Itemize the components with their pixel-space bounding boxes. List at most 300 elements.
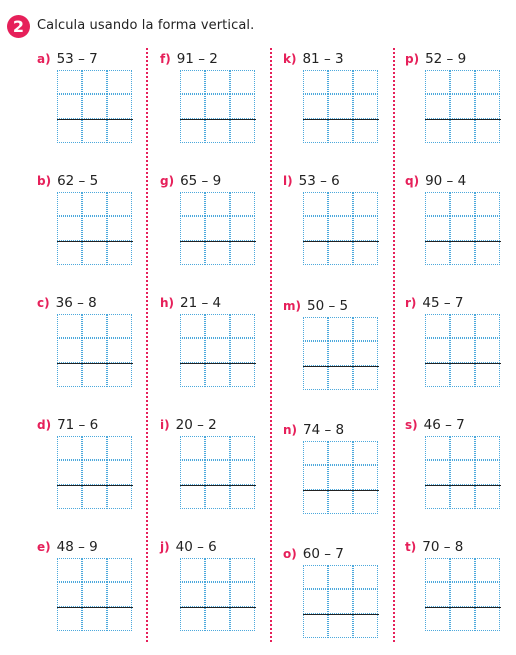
- subtraction-exercise: [160, 170, 280, 282]
- grid-cell[interactable]: [230, 558, 255, 582]
- grid-cell[interactable]: [450, 241, 475, 265]
- exercise-expression: 20 – 2: [175, 417, 217, 433]
- grid-cell[interactable]: [107, 436, 132, 460]
- grid-cell[interactable]: [230, 338, 255, 362]
- grid-cell[interactable]: [425, 241, 450, 265]
- grid-cell[interactable]: [353, 216, 378, 240]
- grid-cell[interactable]: [180, 314, 205, 338]
- grid-cell[interactable]: [475, 216, 500, 240]
- exercise-expression: 40 – 6: [175, 539, 217, 555]
- grid-cell[interactable]: [230, 192, 255, 216]
- grid-cell[interactable]: [230, 216, 255, 240]
- exercise-heading: [37, 170, 98, 189]
- grid-cell[interactable]: [425, 119, 450, 143]
- grid-cell[interactable]: [303, 614, 328, 638]
- grid-cell[interactable]: [450, 436, 475, 460]
- exercise-letter: t): [405, 540, 417, 554]
- grid-cell[interactable]: [450, 607, 475, 631]
- result-line: [425, 485, 501, 486]
- exercise-expression: 90 – 4: [425, 173, 467, 189]
- grid-cell[interactable]: [82, 216, 107, 240]
- exercise-expression: 65 – 9: [180, 173, 222, 189]
- grid-cell[interactable]: [328, 94, 353, 118]
- result-line: [57, 241, 133, 242]
- grid-cell[interactable]: [353, 441, 378, 465]
- exercise-heading: [405, 170, 466, 189]
- grid-cell[interactable]: [450, 70, 475, 94]
- result-line: [425, 607, 501, 608]
- grid-cell[interactable]: [328, 192, 353, 216]
- exercise-letter: e): [37, 540, 51, 554]
- exercise-expression: 53 – 7: [56, 51, 98, 67]
- grid-cell[interactable]: [475, 558, 500, 582]
- grid-cell[interactable]: [303, 465, 328, 489]
- grid-cell[interactable]: [425, 314, 450, 338]
- result-line: [303, 241, 379, 242]
- grid-cell[interactable]: [205, 558, 230, 582]
- grid-cell[interactable]: [303, 94, 328, 118]
- grid-cell[interactable]: [353, 70, 378, 94]
- grid-cell[interactable]: [107, 485, 132, 509]
- exercise-header: [0, 0, 516, 40]
- exercise-heading: [160, 170, 221, 189]
- answer-grid[interactable]: [57, 436, 132, 509]
- grid-cell[interactable]: [230, 582, 255, 606]
- answer-grid[interactable]: [425, 314, 500, 387]
- grid-cell[interactable]: [303, 490, 328, 514]
- grid-cell[interactable]: [205, 216, 230, 240]
- exercise-heading: [283, 170, 340, 189]
- grid-cell[interactable]: [230, 363, 255, 387]
- answer-grid[interactable]: [303, 317, 378, 390]
- exercise-expression: 45 – 7: [422, 295, 464, 311]
- grid-cell[interactable]: [205, 192, 230, 216]
- result-line: [57, 363, 133, 364]
- grid-cell[interactable]: [107, 94, 132, 118]
- subtraction-exercise: [283, 170, 403, 282]
- grid-cell[interactable]: [303, 119, 328, 143]
- exercise-letter: f): [160, 52, 171, 66]
- subtraction-exercise: [37, 48, 157, 160]
- exercise-heading: [405, 414, 465, 433]
- result-line: [425, 119, 501, 120]
- exercise-letter: d): [37, 418, 52, 432]
- grid-cell[interactable]: [82, 314, 107, 338]
- grid-cell[interactable]: [328, 465, 353, 489]
- result-line: [303, 119, 379, 120]
- grid-cell[interactable]: [180, 94, 205, 118]
- grid-cell[interactable]: [107, 363, 132, 387]
- grid-cell[interactable]: [353, 366, 378, 390]
- answer-grid[interactable]: [425, 192, 500, 265]
- grid-cell[interactable]: [107, 192, 132, 216]
- exercise-expression: 62 – 5: [57, 173, 99, 189]
- grid-cell[interactable]: [180, 436, 205, 460]
- exercise-heading: [405, 292, 464, 311]
- grid-cell[interactable]: [353, 589, 378, 613]
- grid-cell[interactable]: [475, 582, 500, 606]
- exercise-letter: o): [283, 547, 297, 561]
- result-line: [303, 614, 379, 615]
- grid-cell[interactable]: [205, 70, 230, 94]
- result-line: [180, 241, 256, 242]
- subtraction-exercise: [405, 170, 516, 282]
- grid-cell[interactable]: [475, 485, 500, 509]
- answer-grid[interactable]: [180, 558, 255, 631]
- exercise-heading: [37, 292, 97, 311]
- grid-cell[interactable]: [107, 314, 132, 338]
- subtraction-exercise: [283, 295, 403, 407]
- grid-cell[interactable]: [353, 317, 378, 341]
- grid-cell[interactable]: [303, 216, 328, 240]
- result-line: [180, 485, 256, 486]
- answer-grid[interactable]: [425, 70, 500, 143]
- grid-cell[interactable]: [475, 460, 500, 484]
- grid-cell[interactable]: [425, 436, 450, 460]
- answer-grid[interactable]: [303, 70, 378, 143]
- exercise-letter: m): [283, 299, 301, 313]
- grid-cell[interactable]: [230, 119, 255, 143]
- answer-grid[interactable]: [303, 441, 378, 514]
- grid-cell[interactable]: [180, 582, 205, 606]
- answer-grid[interactable]: [57, 314, 132, 387]
- grid-cell[interactable]: [303, 192, 328, 216]
- exercise-expression: 36 – 8: [55, 295, 97, 311]
- grid-cell[interactable]: [180, 558, 205, 582]
- exercise-heading: [405, 536, 463, 555]
- answer-grid[interactable]: [303, 192, 378, 265]
- grid-cell[interactable]: [328, 366, 353, 390]
- result-line: [303, 490, 379, 491]
- grid-cell[interactable]: [205, 119, 230, 143]
- grid-cell[interactable]: [107, 607, 132, 631]
- grid-cell[interactable]: [57, 363, 82, 387]
- exercise-letter: n): [283, 423, 298, 437]
- grid-cell[interactable]: [205, 363, 230, 387]
- grid-cell[interactable]: [180, 485, 205, 509]
- grid-cell[interactable]: [205, 436, 230, 460]
- exercise-heading: [37, 414, 98, 433]
- grid-cell[interactable]: [107, 216, 132, 240]
- grid-cell[interactable]: [328, 216, 353, 240]
- grid-cell[interactable]: [425, 363, 450, 387]
- exercise-heading: [283, 419, 344, 438]
- grid-cell[interactable]: [107, 558, 132, 582]
- grid-cell[interactable]: [82, 460, 107, 484]
- grid-cell[interactable]: [450, 192, 475, 216]
- grid-cell[interactable]: [425, 607, 450, 631]
- grid-cell[interactable]: [353, 565, 378, 589]
- grid-cell[interactable]: [57, 607, 82, 631]
- grid-cell[interactable]: [107, 241, 132, 265]
- grid-cell[interactable]: [353, 341, 378, 365]
- exercise-letter: j): [160, 540, 170, 554]
- grid-cell[interactable]: [180, 460, 205, 484]
- exercise-heading: [160, 292, 221, 311]
- exercise-letter: k): [283, 52, 297, 66]
- grid-cell[interactable]: [475, 119, 500, 143]
- grid-cell[interactable]: [82, 436, 107, 460]
- grid-cell[interactable]: [107, 119, 132, 143]
- grid-cell[interactable]: [425, 558, 450, 582]
- exercise-heading: [37, 536, 98, 555]
- grid-cell[interactable]: [107, 582, 132, 606]
- grid-cell[interactable]: [328, 589, 353, 613]
- grid-cell[interactable]: [450, 216, 475, 240]
- exercise-expression: 60 – 7: [302, 546, 344, 562]
- subtraction-exercise: [283, 48, 403, 160]
- answer-grid[interactable]: [57, 70, 132, 143]
- exercise-letter: h): [160, 296, 175, 310]
- grid-cell[interactable]: [180, 607, 205, 631]
- exercise-expression: 50 – 5: [307, 298, 349, 314]
- grid-cell[interactable]: [230, 70, 255, 94]
- grid-cell[interactable]: [450, 460, 475, 484]
- grid-cell[interactable]: [180, 363, 205, 387]
- exercise-expression: 53 – 6: [298, 173, 340, 189]
- answer-grid[interactable]: [57, 192, 132, 265]
- grid-cell[interactable]: [303, 441, 328, 465]
- grid-cell[interactable]: [230, 314, 255, 338]
- subtraction-exercise: [160, 48, 280, 160]
- subtraction-exercise: [405, 292, 516, 404]
- subtraction-exercise: [37, 536, 157, 648]
- grid-cell[interactable]: [180, 216, 205, 240]
- grid-cell[interactable]: [180, 119, 205, 143]
- grid-cell[interactable]: [303, 241, 328, 265]
- grid-cell[interactable]: [475, 94, 500, 118]
- exercise-letter: a): [37, 52, 51, 66]
- exercise-letter: i): [160, 418, 170, 432]
- grid-cell[interactable]: [107, 338, 132, 362]
- grid-cell[interactable]: [230, 460, 255, 484]
- grid-cell[interactable]: [82, 70, 107, 94]
- grid-cell[interactable]: [303, 341, 328, 365]
- exercise-letter: c): [37, 296, 50, 310]
- grid-cell[interactable]: [82, 607, 107, 631]
- answer-grid[interactable]: [57, 558, 132, 631]
- grid-cell[interactable]: [353, 94, 378, 118]
- exercise-letter: l): [283, 174, 293, 188]
- answer-grid[interactable]: [425, 436, 500, 509]
- grid-cell[interactable]: [475, 314, 500, 338]
- grid-cell[interactable]: [425, 192, 450, 216]
- grid-cell[interactable]: [57, 460, 82, 484]
- grid-cell[interactable]: [450, 485, 475, 509]
- grid-cell[interactable]: [353, 614, 378, 638]
- exercise-expression: 70 – 8: [422, 539, 464, 555]
- result-line: [425, 363, 501, 364]
- exercise-heading: [405, 48, 466, 67]
- grid-cell[interactable]: [353, 192, 378, 216]
- grid-cell[interactable]: [425, 338, 450, 362]
- grid-cell[interactable]: [303, 366, 328, 390]
- exercise-expression: 52 – 9: [425, 51, 467, 67]
- grid-cell[interactable]: [450, 558, 475, 582]
- exercise-heading: [160, 536, 217, 555]
- exercise-heading: [37, 48, 98, 67]
- subtraction-exercise: [283, 543, 403, 655]
- subtraction-exercise: [160, 536, 280, 648]
- grid-cell[interactable]: [82, 582, 107, 606]
- result-line: [57, 119, 133, 120]
- grid-cell[interactable]: [475, 241, 500, 265]
- grid-cell[interactable]: [180, 241, 205, 265]
- answer-grid[interactable]: [303, 565, 378, 638]
- grid-cell[interactable]: [205, 582, 230, 606]
- grid-cell[interactable]: [205, 314, 230, 338]
- grid-cell[interactable]: [450, 363, 475, 387]
- grid-cell[interactable]: [57, 314, 82, 338]
- grid-cell[interactable]: [328, 565, 353, 589]
- grid-cell[interactable]: [425, 485, 450, 509]
- exercise-letter: g): [160, 174, 175, 188]
- grid-cell[interactable]: [57, 241, 82, 265]
- grid-cell[interactable]: [303, 565, 328, 589]
- subtraction-exercise: [405, 536, 516, 648]
- grid-cell[interactable]: [425, 460, 450, 484]
- exercise-expression: 48 – 9: [56, 539, 98, 555]
- subtraction-exercise: [405, 48, 516, 160]
- subtraction-exercise: [160, 414, 280, 526]
- answer-grid[interactable]: [180, 436, 255, 509]
- grid-cell[interactable]: [82, 363, 107, 387]
- grid-cell[interactable]: [57, 119, 82, 143]
- grid-cell[interactable]: [230, 607, 255, 631]
- grid-cell[interactable]: [180, 338, 205, 362]
- grid-cell[interactable]: [328, 614, 353, 638]
- grid-cell[interactable]: [57, 70, 82, 94]
- grid-cell[interactable]: [450, 314, 475, 338]
- grid-cell[interactable]: [82, 192, 107, 216]
- answer-grid[interactable]: [180, 70, 255, 143]
- grid-cell[interactable]: [230, 94, 255, 118]
- exercise-heading: [160, 414, 217, 433]
- grid-cell[interactable]: [57, 338, 82, 362]
- grid-cell[interactable]: [328, 341, 353, 365]
- grid-cell[interactable]: [303, 70, 328, 94]
- exercise-expression: 71 – 6: [57, 417, 99, 433]
- exercise-expression: 91 – 2: [176, 51, 218, 67]
- grid-cell[interactable]: [353, 241, 378, 265]
- grid-cell[interactable]: [230, 485, 255, 509]
- grid-cell[interactable]: [205, 607, 230, 631]
- subtraction-exercise: [160, 292, 280, 404]
- grid-cell[interactable]: [230, 241, 255, 265]
- grid-cell[interactable]: [57, 94, 82, 118]
- result-line: [57, 607, 133, 608]
- exercise-expression: 46 – 7: [423, 417, 465, 433]
- grid-cell[interactable]: [425, 70, 450, 94]
- grid-cell[interactable]: [475, 436, 500, 460]
- subtraction-exercise: [37, 170, 157, 282]
- grid-cell[interactable]: [353, 490, 378, 514]
- subtraction-exercise: [283, 419, 403, 531]
- grid-cell[interactable]: [328, 119, 353, 143]
- result-line: [180, 363, 256, 364]
- grid-cell[interactable]: [57, 192, 82, 216]
- grid-cell[interactable]: [450, 582, 475, 606]
- exercise-letter: q): [405, 174, 420, 188]
- grid-cell[interactable]: [107, 460, 132, 484]
- grid-cell[interactable]: [425, 582, 450, 606]
- grid-cell[interactable]: [353, 465, 378, 489]
- result-line: [180, 607, 256, 608]
- exercise-letter: p): [405, 52, 420, 66]
- grid-cell[interactable]: [107, 70, 132, 94]
- grid-cell[interactable]: [328, 70, 353, 94]
- grid-cell[interactable]: [180, 70, 205, 94]
- grid-cell[interactable]: [205, 241, 230, 265]
- exercise-expression: 81 – 3: [302, 51, 344, 67]
- grid-cell[interactable]: [205, 485, 230, 509]
- grid-cell[interactable]: [450, 338, 475, 362]
- grid-cell[interactable]: [57, 582, 82, 606]
- grid-cell[interactable]: [328, 441, 353, 465]
- exercise-heading: [283, 295, 348, 314]
- grid-cell[interactable]: [82, 485, 107, 509]
- answer-grid[interactable]: [180, 314, 255, 387]
- grid-cell[interactable]: [180, 192, 205, 216]
- grid-cell[interactable]: [425, 216, 450, 240]
- grid-cell[interactable]: [475, 363, 500, 387]
- result-line: [180, 119, 256, 120]
- grid-cell[interactable]: [475, 607, 500, 631]
- grid-cell[interactable]: [205, 460, 230, 484]
- grid-cell[interactable]: [450, 94, 475, 118]
- grid-cell[interactable]: [57, 558, 82, 582]
- answer-grid[interactable]: [180, 192, 255, 265]
- grid-cell[interactable]: [353, 119, 378, 143]
- grid-cell[interactable]: [57, 436, 82, 460]
- exercise-instruction: Calcula usando la forma vertical.: [37, 18, 255, 33]
- subtraction-exercise: [37, 414, 157, 526]
- grid-cell[interactable]: [82, 241, 107, 265]
- grid-cell[interactable]: [475, 338, 500, 362]
- grid-cell[interactable]: [425, 94, 450, 118]
- grid-cell[interactable]: [82, 338, 107, 362]
- exercise-number-badge: 2: [7, 15, 30, 38]
- grid-cell[interactable]: [82, 558, 107, 582]
- grid-cell[interactable]: [303, 317, 328, 341]
- result-line: [425, 241, 501, 242]
- exercise-letter: b): [37, 174, 52, 188]
- grid-cell[interactable]: [82, 119, 107, 143]
- grid-cell[interactable]: [57, 216, 82, 240]
- grid-cell[interactable]: [82, 94, 107, 118]
- result-line: [303, 366, 379, 367]
- grid-cell[interactable]: [57, 485, 82, 509]
- exercise-heading: [283, 48, 344, 67]
- exercise-heading: [283, 543, 344, 562]
- grid-cell[interactable]: [205, 94, 230, 118]
- exercise-heading: [160, 48, 218, 67]
- exercise-expression: 74 – 8: [303, 422, 345, 438]
- exercise-letter: s): [405, 418, 418, 432]
- grid-cell[interactable]: [230, 436, 255, 460]
- grid-cell[interactable]: [328, 490, 353, 514]
- grid-cell[interactable]: [328, 317, 353, 341]
- grid-cell[interactable]: [475, 70, 500, 94]
- grid-cell[interactable]: [303, 589, 328, 613]
- grid-cell[interactable]: [450, 119, 475, 143]
- grid-cell[interactable]: [475, 192, 500, 216]
- grid-cell[interactable]: [328, 241, 353, 265]
- answer-grid[interactable]: [425, 558, 500, 631]
- exercise-expression: 21 – 4: [180, 295, 222, 311]
- subtraction-exercise: [405, 414, 516, 526]
- grid-cell[interactable]: [205, 338, 230, 362]
